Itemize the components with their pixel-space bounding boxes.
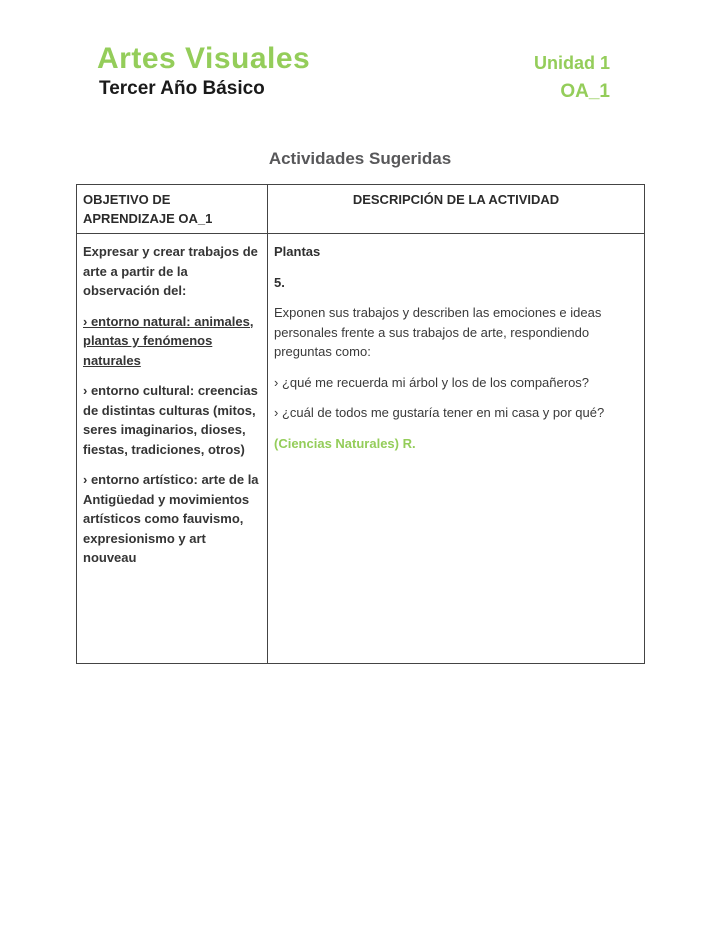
table-body-row: [77, 234, 645, 664]
header-left: [97, 42, 310, 100]
objective-item-natural: › entorno natural: animales, plantas y fenómenos naturales: [83, 313, 254, 368]
objective-item-cultural: › entorno cultural: creencias de distintas culturas (mitos, seres imaginarios, dioses, fiestas, tradiciones, otros): [83, 383, 258, 457]
table-header-row: [77, 185, 645, 234]
activity-number: 5.: [274, 274, 285, 290]
activity-table: [76, 184, 645, 664]
cross-reference-tag: (Ciencias Naturales) R.: [274, 435, 416, 451]
objective-item-artistico: › entorno artístico: arte de la Antigüedad y movimientos artísticos como fauvismo, expresionismo y art nouveau: [83, 472, 259, 565]
activity-table-container: [76, 184, 644, 664]
activity-description: Exponen sus trabajos y describen las emociones e ideas personales frente a sus trabajos de arte, respondiendo preguntas como:: [274, 305, 602, 359]
activity-cell: [268, 234, 645, 664]
oa-code-label: OA_1: [560, 81, 610, 102]
grade-subtitle: Tercer Año Básico: [99, 78, 265, 99]
unit-label: Unidad 1: [533, 53, 610, 73]
section-title: Actividades Sugeridas: [268, 149, 452, 168]
header-right: [534, 42, 610, 103]
activity-question-1: › ¿qué me recuerda mi árbol y los de los compañeros?: [274, 374, 590, 390]
document-header: [0, 0, 720, 103]
column-header-description: DESCRIPCIÓN DE LA ACTIVIDAD: [268, 185, 645, 234]
subject-title: Artes Visuales: [97, 42, 311, 75]
column-header-objective: OBJETIVO DE APRENDIZAJE OA_1: [77, 185, 268, 234]
objective-cell: [77, 234, 268, 664]
objective-intro: Expresar y crear trabajos de arte a partir de la observación del:: [83, 244, 258, 298]
activity-topic: Plantas: [274, 244, 321, 259]
activity-question-2: › ¿cuál de todos me gustaría tener en mi casa y por qué?: [274, 405, 605, 420]
